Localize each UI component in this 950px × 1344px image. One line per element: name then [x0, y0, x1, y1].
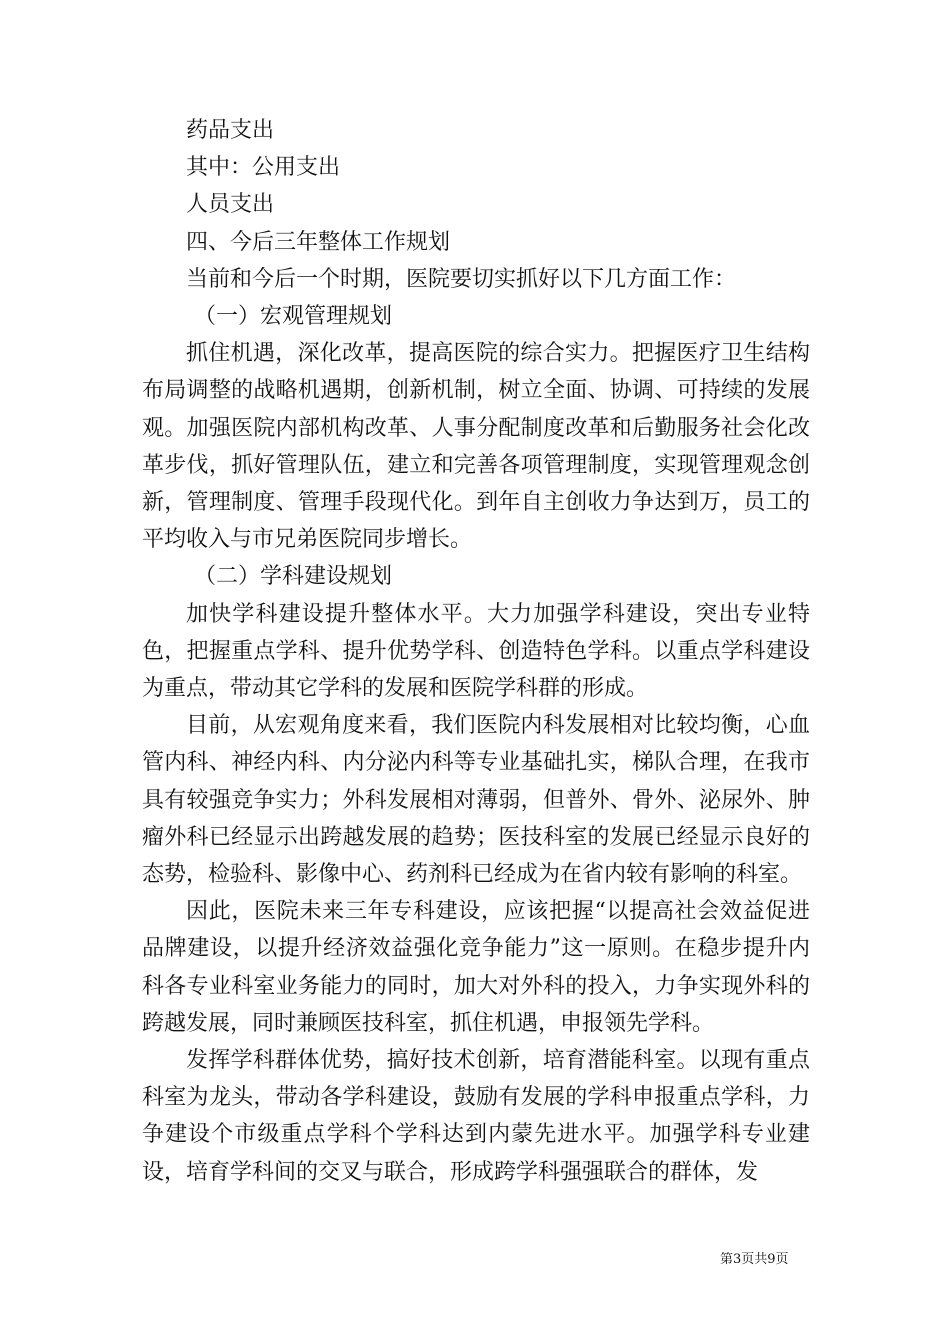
line-drug-expense: 药品支出	[186, 118, 275, 143]
intro-paragraph: 当前和今后一个时期，医院要切实抓好以下几方面工作：	[186, 266, 737, 292]
subheading-macro-management: （一）宏观管理规划	[194, 304, 393, 330]
document-body	[142, 112, 810, 1191]
paragraph-discipline-1: 加快学科建设提升整体水平。大力加强学科建设，突出专业特色，把握重点学科、提升优势学科、创造特色学科。以重点学科建设为重点，带动其它学科的发展和医院学科群的形成。	[142, 601, 810, 702]
paragraph-macro-management: 抓住机遇，深化改革，提高医院的综合实力。把握医疗卫生结构布局调整的战略机遇期，创新机制，树立全面、协调、可持续的发展观。加强医院内部机构改革、人事分配制度改革和后勤服务社会化改革步伐，抓好管理队伍，建立和完善各项管理制度，实现管理观念创新，管理制度、管理手段现代化。到年自主创收力争达到万，员工的平均收入与市兄弟医院同步增长。	[142, 341, 810, 553]
page-number: 第3页共9页	[720, 1252, 789, 1267]
subheading-discipline-building: （二）学科建设规划	[194, 564, 393, 590]
line-personnel-expense: 人员支出	[186, 192, 275, 218]
section-heading-plan: 四、今后三年整体工作规划	[186, 229, 451, 255]
paragraph-discipline-2: 目前，从宏观角度来看，我们医院内科发展相对比较均衡，心血管内科、神经内科、内分泌内科等专业基础扎实，梯队合理，在我市具有较强竞争实力；外科发展相对薄弱，但普外、骨外、泌尿外、肿瘤外科已经显示出跨越发展的趋势；医技科室的发展已经显示良好的态势，检验科、影像中心、药剂科已经成为在省内较有影响的科室。	[142, 713, 810, 888]
paragraph-discipline-3: 因此，医院未来三年专科建设，应该把握“以提高社会效益促进品牌建设，以提升经济效益强化竞争能力”这一原则。在稳步提升内科各专业科室业务能力的同时，加大对外科的投入，力争实现外科的跨越发展，同时兼顾医技科室，抓住机遇，申报领先学科。	[142, 899, 810, 1036]
paragraph-discipline-4: 发挥学科群体优势，搞好技术创新，培育潜能科室。以现有重点科室为龙头，带动各学科建设，鼓励有发展的学科申报重点学科，力争建设个市级重点学科个学科达到内蒙先进水平。加强学科专业建设，培育学科间的交叉与联合，形成跨学科强强联合的群体，发	[142, 1048, 810, 1185]
line-public-expense: 其中：公用支出	[186, 155, 341, 181]
